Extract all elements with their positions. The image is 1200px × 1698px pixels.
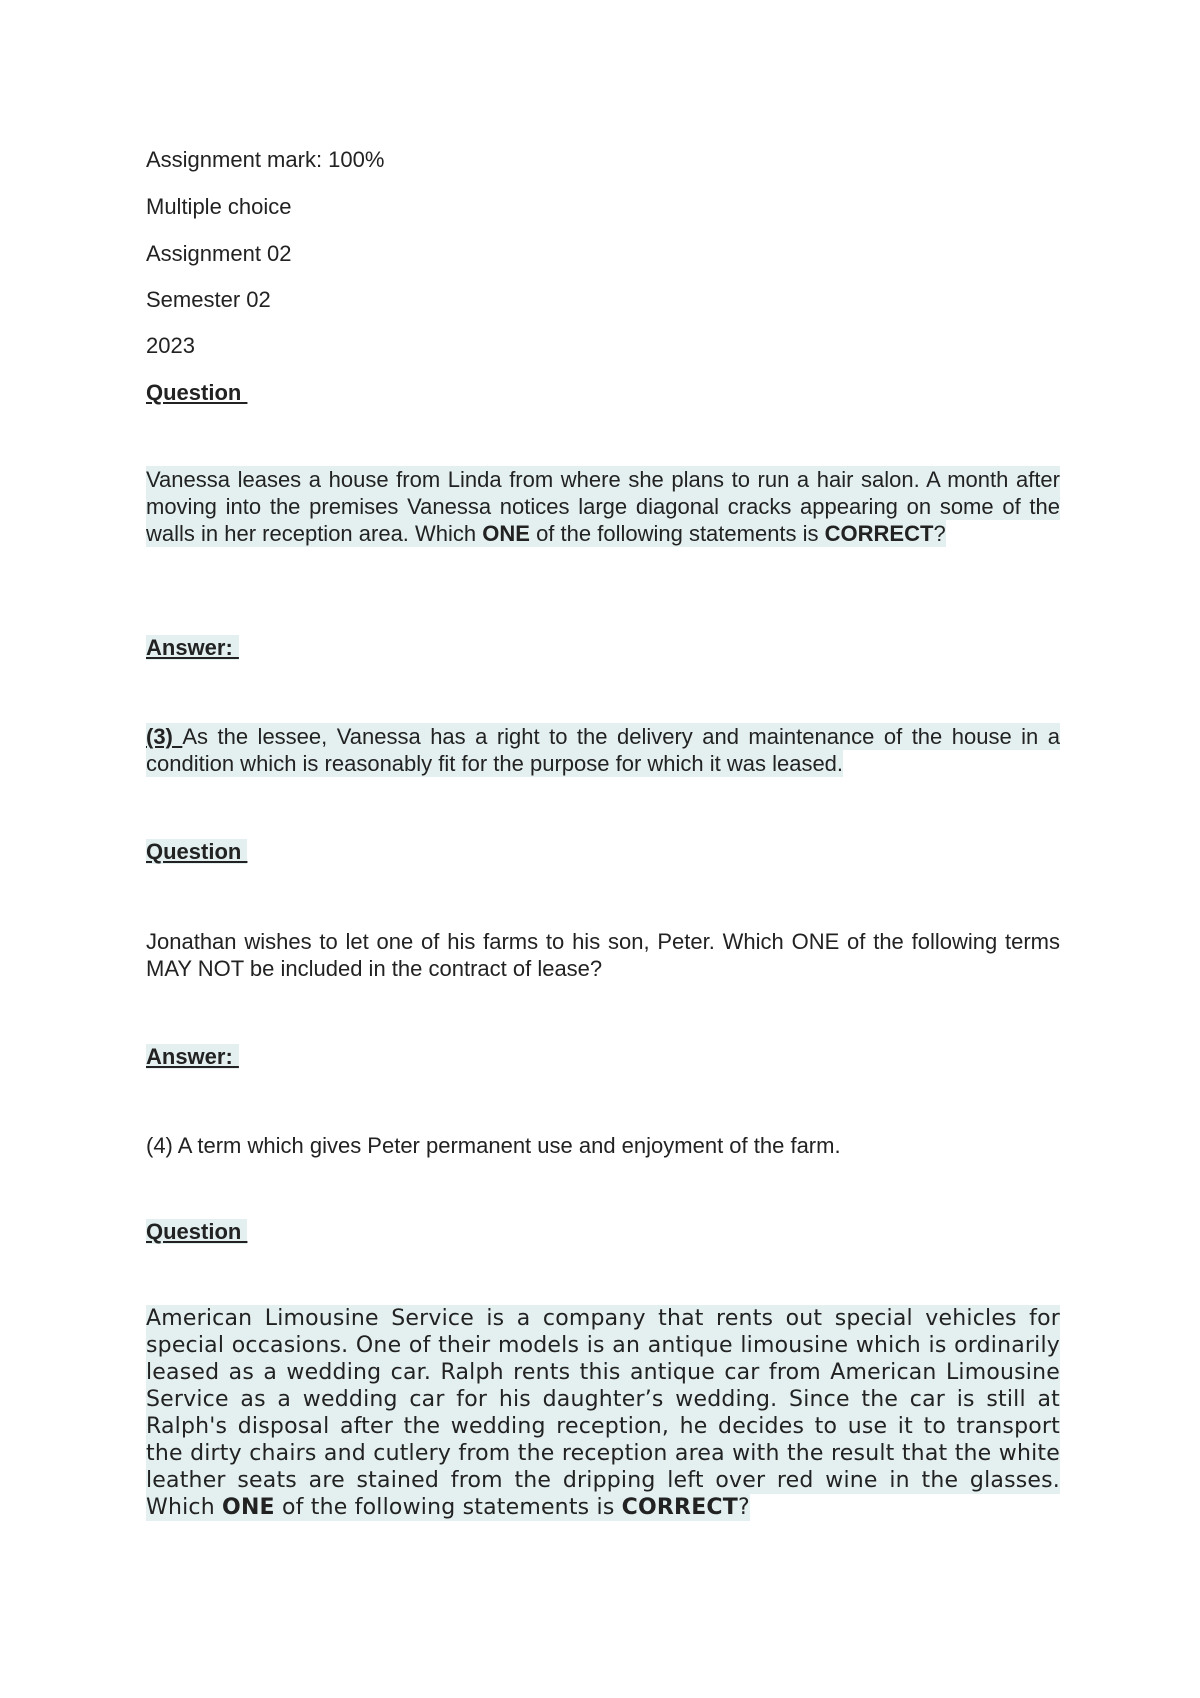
question-3-bold-correct: CORRECT: [621, 1495, 738, 1520]
assignment-number: Assignment 02: [146, 241, 292, 266]
answer-1-body: As the lessee, Vanessa has a right to the delivery and maintenance of the house in a condition which is reasonably fit for the purpose for which it was leased.: [146, 724, 1060, 776]
question-1-bold-correct: CORRECT: [824, 521, 934, 546]
question-3-text-c: ?: [737, 1495, 750, 1520]
answer-2-heading-text: Answer:: [146, 1044, 239, 1069]
semester: Semester 02: [146, 287, 271, 312]
answer-1-heading: [146, 634, 239, 662]
question-3-text-b: of the following statements is: [274, 1495, 622, 1520]
question-2-heading-text: Question: [146, 839, 248, 864]
question-1-text-c: ?: [933, 521, 946, 546]
question-1-bold-one: ONE: [482, 521, 530, 546]
question-1-text: [146, 466, 1060, 547]
question-3-bold-one: ONE: [222, 1495, 275, 1520]
question-2-heading: [146, 838, 247, 866]
question-2-text: Jonathan wishes to let one of his farms to his son, Peter. Which ONE of the following terms MAY NOT be included in the contract of lease?: [146, 929, 1060, 981]
answer-1-number: (3): [146, 724, 183, 749]
answer-1-text: [146, 723, 1060, 777]
year: 2023: [146, 333, 195, 358]
question-1-text-a: Vanessa leases a house from Linda from where she plans to run a hair salon. A month after moving into the premises Vanessa notices large diagonal cracks appearing on some of the walls in her reception area. Which: [146, 467, 1060, 546]
question-3-heading: [146, 1218, 247, 1246]
assignment-mark: Assignment mark: 100%: [146, 147, 385, 172]
question-3-text-a: American Limousine Service is a company that rents out special vehicles for special occasions. One of their models is an antique limousine which is ordinarily leased as a wedding car. Ralph rents this antique car from American Limousine Service as a wedding car for his daughter’s wedding. Since the car is still at Ralph's disposal after the wedding reception, he decides to use it to transport the dirty chairs and cutlery from the reception area with the result that the white leather seats are stained from the dripping left over red wine in the glasses. Which: [146, 1306, 1060, 1520]
question-1-text-b: of the following statements is: [529, 521, 825, 546]
question-3-heading-text: Question: [146, 1219, 248, 1244]
question-1-heading: Question: [146, 380, 248, 405]
assignment-type: Multiple choice: [146, 194, 292, 219]
answer-1-heading-text: Answer:: [146, 635, 239, 660]
question-3-text: [146, 1305, 1060, 1521]
answer-2-heading: [146, 1043, 239, 1071]
answer-2-text: (4) A term which gives Peter permanent use and enjoyment of the farm.: [146, 1133, 841, 1158]
